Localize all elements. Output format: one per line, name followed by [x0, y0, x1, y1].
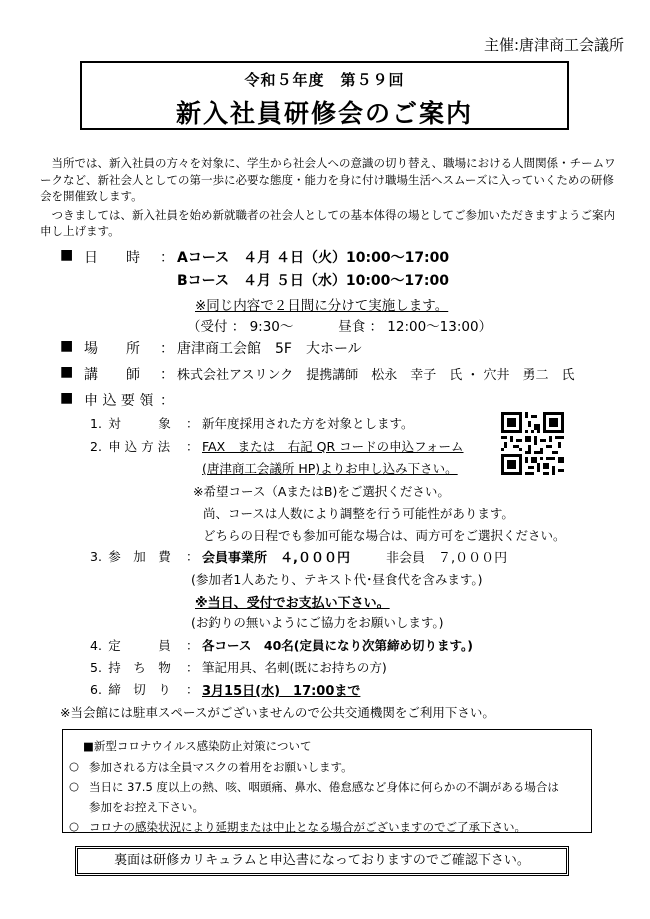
venue-label: 場 所 [84, 341, 140, 357]
schedule-label: 日 時 [84, 250, 140, 266]
covid-item-text: 当日に 37.5 度以上の熱、咳、咽頭痛、鼻水、倦怠感など身体に何らかの不調がある場合は [89, 780, 559, 794]
covid-title: ■新型コロナウイルス感染防止対策について [83, 739, 312, 753]
method-line-2[interactable]: (唐津商工会議所 HP)よりお申し込み下さい。 [202, 461, 458, 476]
qr-code-icon[interactable] [501, 412, 564, 475]
item-label: 6. 締 切 り [90, 682, 171, 697]
nonmember-fee: 非会員 ７,０００円 [386, 551, 508, 566]
lecturer-label: 講 師 [84, 367, 140, 383]
page-title: 新入社員研修会のご案内 [175, 99, 473, 128]
covid-item-text: コロナの感染状況により延期または中止となる場合がございますのでご了承下さい。 [89, 820, 526, 834]
fee-note-3: (お釣りの無いようにご協力をお願いします。) [191, 615, 444, 630]
venue-value: 唐津商工会館 5F 大ホール [177, 341, 362, 357]
fee-note-1: (参加者1人あたり、テキスト代･昼食代を含みます。) [191, 572, 483, 587]
colon: ： [186, 682, 199, 697]
colon: ： [160, 250, 174, 266]
item-label: 3. 参 加 費 [90, 549, 171, 564]
circle-bullet-icon: ○ [69, 819, 80, 833]
application-label: 申 込 要 領 [84, 393, 154, 409]
intro-paragraph-1: 当所では、新入社員の方々を対象に、学生から社会人への意識の切り替え、職場における人間関係・チームワークなど、新社会人としての第一歩に必要な態度・能力を身に付け職場生活へスムーズに入っていくための研修会を開催致します。 [40, 156, 616, 203]
colon: ： [186, 660, 199, 675]
colon: ： [160, 393, 174, 409]
method-note-3: どちらの日程でも参加可能な場合は、両方可をご選択ください。 [203, 528, 566, 543]
colon: ： [186, 416, 199, 431]
intro-text [40, 155, 620, 240]
item-label: 5. 持 ち 物 [90, 660, 171, 675]
colon: ： [160, 341, 174, 357]
title-subtitle: 令和５年度 第５９回 [244, 71, 405, 89]
method-note-2: 尚、コースは人数により調整を行う可能性があります。 [203, 506, 514, 521]
title-box [80, 61, 569, 130]
intro-paragraph-2: つきましては、新入社員を始め新就職者の社会人としての基本体得の場としてご参加いただきますようご案内申し上げます。 [40, 207, 615, 238]
reception-time: （受付 ： 9:30～ 昼食 ： 12:00～13:00） [187, 319, 493, 335]
schedule-note: ※同じ内容で２日間に分けて実施します。 [195, 298, 449, 314]
bullet-icon: ■ [60, 390, 74, 406]
covid-item-text: 参加をお控え下さい。 [89, 800, 204, 814]
lecturer-value: 株式会社アスリンク 提携講師 松永 幸子 氏 ・ 穴井 勇二 氏 [177, 368, 575, 383]
deadline-value: 3月15日(水) 17:00まで [202, 684, 361, 699]
bullet-icon: ■ [60, 338, 74, 354]
item-label: 1. 対 象 [90, 416, 171, 431]
parking-notice: ※当会館には駐車スペースがございませんので公共交通機関をご利用下さい。 [60, 705, 495, 720]
fee-note-2: ※当日、受付でお支払い下さい。 [195, 596, 390, 611]
colon: ： [186, 549, 199, 564]
course-a: Aコース ４月 ４日（火）10:00～17:00 [177, 250, 450, 266]
colon: ： [186, 638, 199, 653]
bullet-icon: ■ [60, 247, 74, 263]
method-note-1: ※希望コース（AまたはB)をご選択ください。 [193, 484, 450, 499]
footer-note: 裏面は研修カリキュラムと申込書になっておりますのでご確認下さい。 [75, 846, 569, 876]
item-label: 2. 申 込 方 法 [90, 439, 171, 454]
target-value: 新年度採用された方を対象とします。 [202, 416, 414, 431]
circle-bullet-icon: ○ [69, 779, 80, 793]
organizer: 主催:唐津商工会議所 [483, 36, 624, 54]
course-b: Bコース ４月 ５日（水）10:00～17:00 [177, 273, 449, 289]
colon: ： [186, 439, 199, 454]
belongings-value: 筆記用具、名刺(既にお持ちの方) [202, 660, 387, 675]
item-label: 4. 定 員 [90, 638, 171, 653]
member-fee: 会員事業所 ４,０００円 [202, 551, 350, 566]
colon: ： [160, 367, 174, 383]
covid-item-text: 参加される方は全員マスクの着用をお願いします。 [89, 760, 353, 774]
capacity-value: 各コース 40名(定員になり次第締め切ります。) [202, 638, 473, 653]
bullet-icon: ■ [60, 364, 74, 380]
method-line-1[interactable]: FAX または 右記 QR コードの申込フォーム [202, 439, 464, 454]
circle-bullet-icon: ○ [69, 759, 80, 773]
covid-measures-box [62, 729, 592, 833]
